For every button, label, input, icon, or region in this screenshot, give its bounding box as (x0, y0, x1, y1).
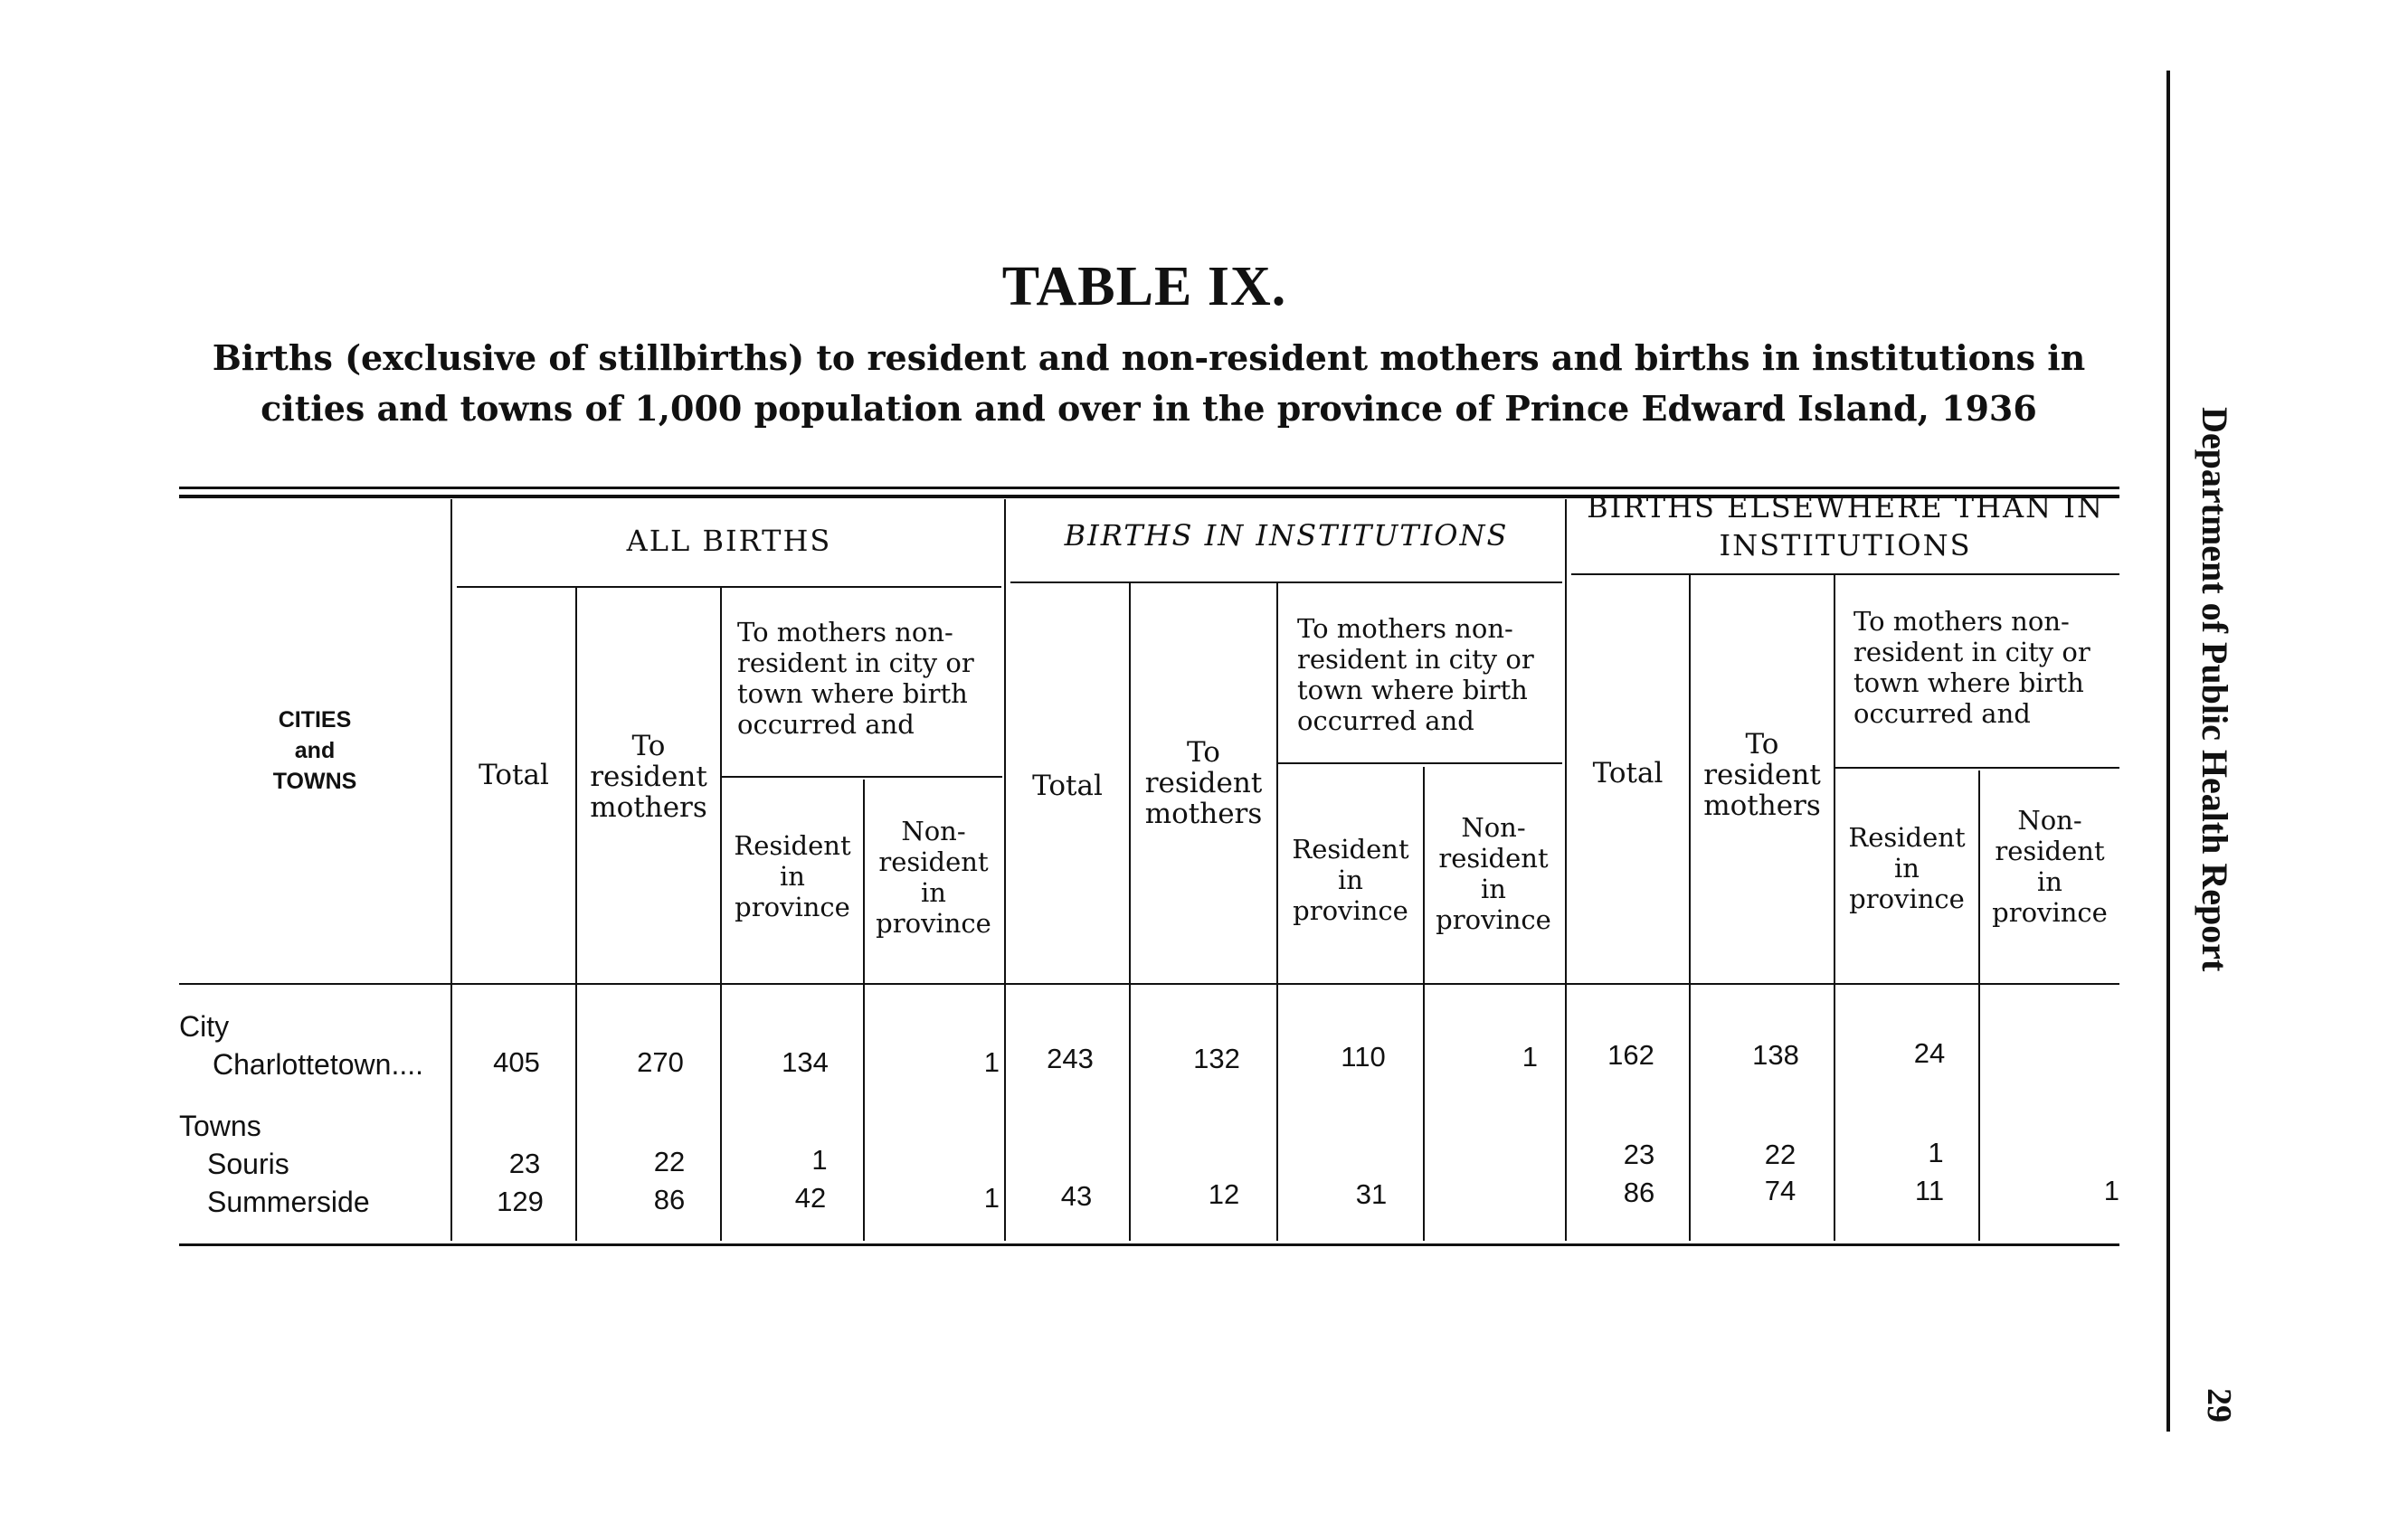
group2-underline (1010, 581, 1562, 583)
subhead-line: in (1894, 853, 1920, 884)
group-header-all-births: ALL BIRTHS (626, 524, 832, 558)
subhead-nonresident (1297, 613, 1560, 736)
cell: 405 (493, 1046, 540, 1078)
subhead-line: Non- (2017, 805, 2082, 836)
subhead-line: Non- (1461, 812, 1526, 843)
vline-group2 (1004, 499, 1006, 1241)
subhead-nonresident (1853, 606, 2119, 729)
cell: 129 (497, 1186, 544, 1217)
nonres-underline-1 (722, 776, 1002, 778)
cell: 86 (653, 1184, 686, 1215)
subhead-line: occurred and (737, 709, 915, 740)
cell: 1 (811, 1144, 828, 1176)
subhead-line: Resident (1292, 834, 1409, 865)
group-header-institutions: BIRTHS IN INSTITUTIONS (1064, 518, 1509, 553)
vline-g2-a (1129, 583, 1131, 1241)
subhead-nonresident-in-province (1980, 805, 2119, 928)
cell: 43 (1060, 1180, 1093, 1212)
subhead-line: resident (590, 761, 707, 793)
stub-header-line: CITIES (278, 707, 352, 733)
cell: 138 (1752, 1039, 1799, 1071)
subhead-line: To mothers non- (1297, 613, 1513, 644)
subhead-line: province (1436, 904, 1551, 935)
vline-g3-a (1689, 575, 1691, 1241)
vline-g1-a (575, 588, 577, 1241)
cell: 1 (983, 1046, 1000, 1078)
vline-stub (450, 499, 452, 1241)
subhead-resident-in-province (722, 830, 863, 922)
cell: 110 (1341, 1041, 1386, 1073)
cell: 1 (1928, 1137, 1944, 1168)
subhead-to-resident (1691, 729, 1834, 821)
subhead-line: Non- (901, 816, 966, 846)
subhead-nonresident-in-province (865, 816, 1002, 939)
side-vertical-rule (2166, 71, 2170, 1432)
subhead-line: province (876, 908, 991, 939)
group3-underline (1571, 573, 2119, 575)
subhead-line: To mothers non- (737, 617, 953, 648)
cell: 243 (1047, 1043, 1094, 1074)
subhead-line: Resident (734, 830, 851, 861)
subhead-line: To mothers non- (1853, 606, 2070, 637)
table-subtitle: Births (exclusive of stillbirths) to resident and non-resident mothers and births in institutions in cities and towns of 1,000 population and over in the province of Prince Edward Island, 1936 (212, 337, 2086, 429)
row-label-charlottetown: Charlottetown.... (213, 1048, 423, 1081)
cell: 74 (1764, 1175, 1797, 1206)
subhead-line: in (1338, 865, 1363, 895)
cell: 23 (1623, 1139, 1655, 1170)
subhead-line: resident (1144, 767, 1263, 799)
table-title: TABLE IX. (1001, 256, 1287, 317)
subhead-line: resident in city or (1297, 644, 1534, 675)
subhead-line: To (631, 730, 666, 762)
cell: 132 (1193, 1043, 1240, 1074)
subhead-line: resident (1995, 836, 2105, 866)
subhead-line: province (735, 892, 850, 922)
subhead-line: resident (1438, 843, 1549, 874)
subhead-line: occurred and (1853, 698, 2031, 729)
cell: 12 (1208, 1178, 1240, 1210)
subhead-line: province (1849, 884, 1965, 914)
cell: 42 (794, 1182, 827, 1214)
subhead-line: province (1992, 897, 2108, 928)
subhead-line: resident in city or (737, 648, 974, 678)
nonres-underline-3 (1835, 767, 2119, 769)
page-number: 29 (2200, 1388, 2238, 1423)
cell: 270 (637, 1046, 684, 1078)
cell: 134 (782, 1046, 829, 1078)
cell: 11 (1914, 1175, 1945, 1206)
subhead-line: town where birth (1853, 667, 2084, 698)
row-label-summerside: Summerside (207, 1186, 370, 1218)
subhead-total: Total (1032, 770, 1103, 802)
subhead-line: Resident (1848, 822, 1966, 853)
cell: 22 (653, 1146, 686, 1177)
subhead-to-resident (1131, 737, 1276, 829)
subhead-line: in (921, 877, 946, 908)
subhead-nonresident-in-province (1425, 812, 1562, 935)
subhead-total: Total (479, 759, 549, 791)
subhead-line: mothers (1703, 789, 1821, 822)
subhead-line: mothers (1144, 798, 1263, 830)
stub-header (242, 704, 387, 797)
cell: 1 (1522, 1041, 1538, 1073)
section-label-city: City (179, 1010, 230, 1043)
subhead-line: in (2037, 866, 2062, 897)
cell: 1 (2103, 1175, 2119, 1206)
cell: 162 (1607, 1039, 1654, 1071)
subhead-line: resident in city or (1853, 637, 2090, 667)
cell: 1 (983, 1182, 1000, 1214)
report-title: Department of Public Health Report (2195, 407, 2235, 972)
subhead-nonresident (737, 617, 1000, 740)
group1-underline (457, 586, 1001, 588)
cell: 86 (1623, 1177, 1655, 1208)
subhead-total: Total (1592, 757, 1664, 789)
subhead-line: resident (1703, 759, 1821, 791)
subhead-line: mothers (590, 791, 707, 824)
cell: 22 (1764, 1139, 1797, 1170)
subhead-line: in (1481, 874, 1506, 904)
cell: 23 (508, 1148, 541, 1179)
header-bottom-rule (179, 983, 2119, 985)
stub-header-line: TOWNS (272, 769, 357, 794)
section-label-towns: Towns (179, 1110, 261, 1142)
nonres-underline-2 (1278, 762, 1562, 764)
subhead-line: resident (878, 846, 989, 877)
table-bottom-rule (179, 1243, 2119, 1246)
cell: 31 (1355, 1178, 1388, 1210)
subhead-line: in (780, 861, 805, 892)
subhead-to-resident (577, 731, 720, 823)
subhead-line: town where birth (737, 678, 968, 709)
subhead-line: occurred and (1297, 705, 1474, 736)
subhead-line: province (1293, 895, 1408, 926)
subhead-line: town where birth (1297, 675, 1528, 705)
group-header-elsewhere: BIRTHS ELSEWHERE THAN IN INSTITUTIONS (1587, 490, 2104, 562)
cell: 24 (1913, 1037, 1946, 1069)
subhead-resident-in-province (1278, 834, 1423, 926)
subhead-resident-in-province (1835, 822, 1978, 914)
subhead-line: To (1745, 728, 1779, 761)
vline-group3 (1565, 499, 1567, 1241)
row-label-souris: Souris (207, 1148, 289, 1180)
subhead-line: To (1187, 736, 1220, 769)
stub-header-line: and (294, 738, 336, 763)
